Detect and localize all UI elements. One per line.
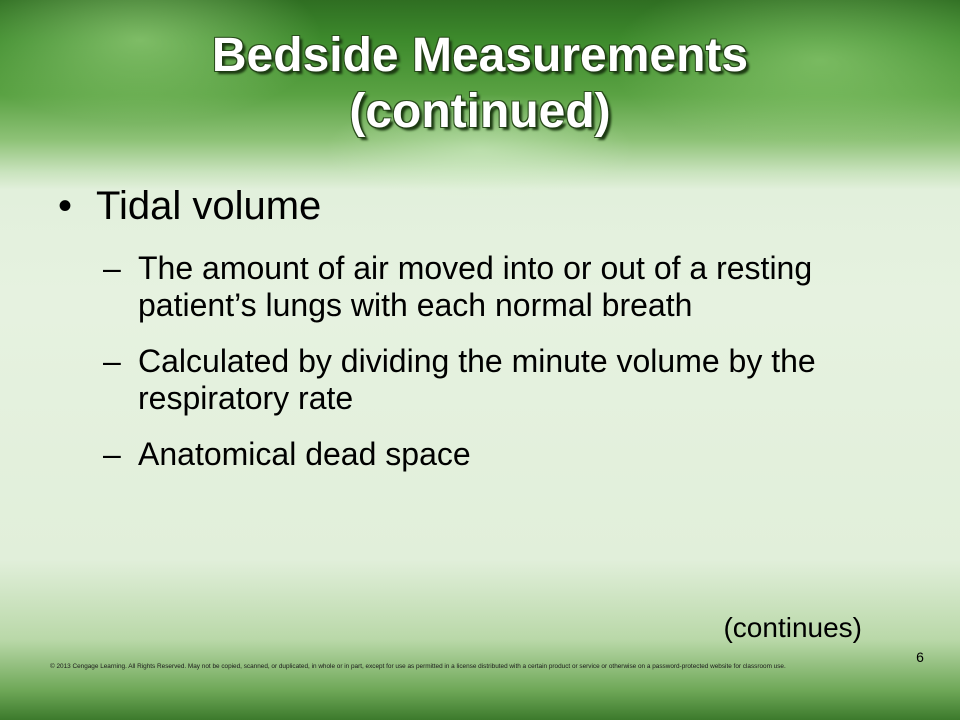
continues-label: (continues) [723, 612, 862, 643]
dash-icon: – [103, 343, 121, 379]
title-line-2: (continued) [349, 85, 611, 138]
sub-bullet-item [103, 343, 843, 417]
page-number: 6 [916, 649, 924, 665]
sub-bullet-text: Calculated by dividing the minute volume by the respiratory rate [138, 343, 816, 416]
dash-icon: – [103, 436, 121, 472]
sub-bullet-text: Anatomical dead space [138, 436, 471, 472]
sub-bullet-item [103, 250, 843, 324]
bullet-dot-icon: • [58, 184, 73, 228]
dash-icon: – [103, 250, 121, 286]
title-line-1: Bedside Measurements [211, 29, 749, 82]
bullet-text: Tidal volume [96, 184, 322, 228]
sub-bullet-text: The amount of air moved into or out of a resting patient’s lungs with each normal breath [138, 250, 813, 323]
sub-bullet-list [103, 250, 843, 492]
copyright-notice: © 2013 Cengage Learning. All Rights Reserved. May not be copied, scanned, or duplicated, in whole or in part, except for use as permitted in a license distributed with a certain product or service or otherwise on a password-protected website for classroom use. [50, 663, 786, 670]
sub-bullet-item [103, 436, 843, 473]
